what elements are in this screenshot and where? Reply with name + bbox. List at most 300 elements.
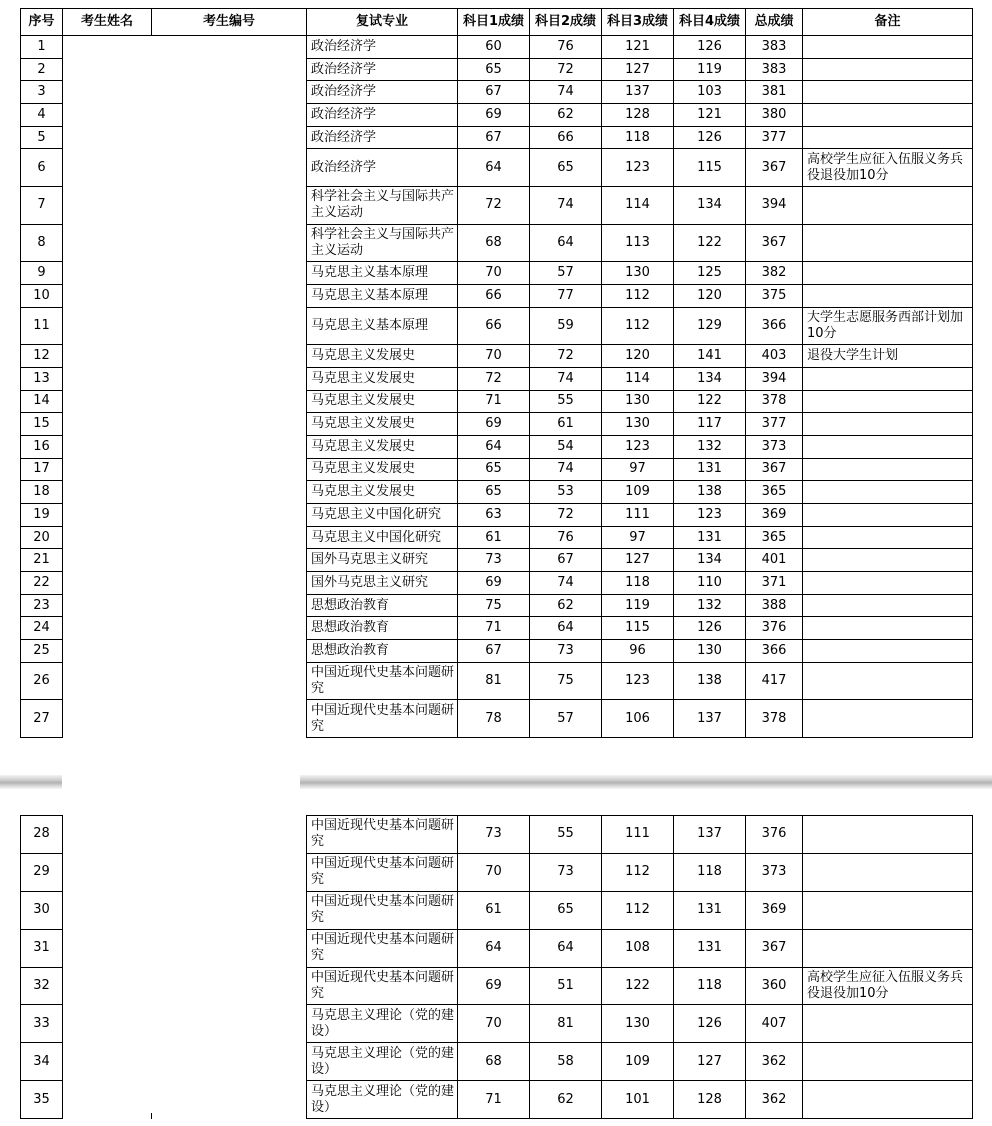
cell-subject1: 68 [458,224,530,262]
cell-subject4: 120 [674,284,746,307]
cell-name [63,104,152,127]
cell-note [803,187,973,225]
cell-name [63,1005,152,1043]
cell-subject4: 134 [674,367,746,390]
table-row [21,36,973,59]
cell-seq: 6 [21,149,63,187]
cell-subject4: 103 [674,81,746,104]
cell-total: 375 [746,284,803,307]
table-row [21,284,973,307]
cell-subject2: 62 [530,594,602,617]
cell-subject3: 123 [602,435,674,458]
cell-subject1: 70 [458,345,530,368]
cell-major: 马克思主义发展史 [307,345,458,368]
cell-exam-id [152,81,307,104]
table-row [21,481,973,504]
cell-name [63,816,152,854]
cell-exam-id [152,413,307,436]
cell-major: 思想政治教育 [307,594,458,617]
cell-seq: 10 [21,284,63,307]
cell-major: 马克思主义发展史 [307,481,458,504]
cell-subject3: 108 [602,929,674,967]
cell-subject3: 122 [602,967,674,1005]
cell-major: 马克思主义发展史 [307,390,458,413]
cell-exam-id [152,224,307,262]
cell-exam-id [152,929,307,967]
cell-name [63,640,152,663]
cell-major: 中国近现代史基本问题研究 [307,891,458,929]
cell-total: 407 [746,1005,803,1043]
cell-exam-id [152,345,307,368]
cell-note [803,1081,973,1119]
cell-subject3: 118 [602,126,674,149]
cell-major: 马克思主义发展史 [307,435,458,458]
cell-subject3: 109 [602,1043,674,1081]
cell-exam-id [152,816,307,854]
cell-name [63,224,152,262]
cell-total: 382 [746,262,803,285]
cell-subject4: 132 [674,594,746,617]
cell-seq: 12 [21,345,63,368]
table-row [21,458,973,481]
cell-name [63,617,152,640]
cell-subject3: 120 [602,345,674,368]
cell-subject1: 72 [458,187,530,225]
cell-name [63,929,152,967]
cell-subject4: 128 [674,1081,746,1119]
cell-major: 国外马克思主义研究 [307,549,458,572]
cell-total: 373 [746,853,803,891]
cell-exam-id [152,367,307,390]
cell-subject3: 137 [602,81,674,104]
cell-note [803,594,973,617]
cell-subject2: 73 [530,640,602,663]
cell-note [803,224,973,262]
cell-note [803,58,973,81]
table-row [21,390,973,413]
cell-seq: 34 [21,1043,63,1081]
cell-note [803,390,973,413]
cell-major: 政治经济学 [307,58,458,81]
table-row [21,594,973,617]
cell-name [63,36,152,59]
cell-subject3: 114 [602,367,674,390]
cell-note [803,504,973,527]
cell-note [803,572,973,595]
table-row [21,345,973,368]
cell-exam-id [152,967,307,1005]
cell-subject4: 122 [674,390,746,413]
cell-subject3: 111 [602,504,674,527]
cell-subject3: 112 [602,284,674,307]
cell-subject4: 132 [674,435,746,458]
cell-subject1: 63 [458,504,530,527]
cell-total: 377 [746,413,803,436]
cell-subject4: 126 [674,36,746,59]
cell-subject2: 65 [530,891,602,929]
cell-exam-id [152,262,307,285]
cell-major: 马克思主义基本原理 [307,262,458,285]
cell-subject2: 62 [530,1081,602,1119]
cell-subject1: 69 [458,572,530,595]
cell-subject2: 72 [530,58,602,81]
table-row [21,187,973,225]
cell-subject2: 81 [530,1005,602,1043]
cell-seq: 25 [21,640,63,663]
cell-seq: 8 [21,224,63,262]
cell-seq: 15 [21,413,63,436]
cell-subject2: 51 [530,967,602,1005]
cell-subject4: 131 [674,526,746,549]
cell-total: 366 [746,307,803,345]
cell-total: 394 [746,367,803,390]
cell-subject1: 73 [458,549,530,572]
cell-total: 366 [746,640,803,663]
cell-major: 马克思主义理论（党的建设） [307,1005,458,1043]
cell-name [63,307,152,345]
cell-subject1: 81 [458,662,530,700]
cell-note [803,1005,973,1043]
header-name: 考生姓名 [63,9,152,36]
cell-seq: 3 [21,81,63,104]
cell-name [63,594,152,617]
cell-total: 369 [746,504,803,527]
cell-note [803,929,973,967]
cell-name [63,481,152,504]
cell-subject2: 72 [530,504,602,527]
table-row [21,504,973,527]
cell-subject3: 118 [602,572,674,595]
cell-subject1: 72 [458,367,530,390]
cell-subject4: 126 [674,617,746,640]
cell-subject2: 74 [530,187,602,225]
cell-seq: 23 [21,594,63,617]
cell-total: 367 [746,149,803,187]
cell-subject1: 70 [458,853,530,891]
header-major: 复试专业 [307,9,458,36]
cell-name [63,662,152,700]
cell-seq: 19 [21,504,63,527]
cell-subject2: 64 [530,929,602,967]
cell-exam-id [152,390,307,413]
cell-total: 371 [746,572,803,595]
cell-subject2: 74 [530,81,602,104]
cell-major: 政治经济学 [307,36,458,59]
cell-exam-id [152,662,307,700]
cell-subject3: 115 [602,617,674,640]
cell-subject2: 58 [530,1043,602,1081]
cell-exam-id [152,1043,307,1081]
cell-seq: 20 [21,526,63,549]
cell-note [803,458,973,481]
cell-major: 马克思主义发展史 [307,413,458,436]
cell-subject1: 69 [458,104,530,127]
cell-subject1: 61 [458,526,530,549]
cell-seq: 24 [21,617,63,640]
cell-total: 376 [746,617,803,640]
cell-name [63,572,152,595]
cell-subject2: 74 [530,458,602,481]
cell-exam-id [152,187,307,225]
cell-major: 中国近现代史基本问题研究 [307,967,458,1005]
cell-subject3: 130 [602,1005,674,1043]
cell-seq: 33 [21,1005,63,1043]
table-row [21,262,973,285]
cell-seq: 35 [21,1081,63,1119]
cell-name [63,284,152,307]
cell-note: 高校学生应征入伍服义务兵役退役加10分 [803,149,973,187]
cell-major: 马克思主义理论（党的建设） [307,1081,458,1119]
table-row [21,929,973,967]
cell-major: 国外马克思主义研究 [307,572,458,595]
cell-total: 367 [746,929,803,967]
cell-major: 政治经济学 [307,81,458,104]
cell-major: 中国近现代史基本问题研究 [307,700,458,738]
table-row [21,572,973,595]
cell-subject2: 77 [530,284,602,307]
cell-total: 380 [746,104,803,127]
cell-exam-id [152,307,307,345]
table-row [21,891,973,929]
cell-subject2: 76 [530,36,602,59]
cell-exam-id [152,594,307,617]
cell-subject3: 130 [602,413,674,436]
header-subject1: 科目1成绩 [458,9,530,36]
cell-name [63,149,152,187]
cell-subject3: 121 [602,36,674,59]
cell-subject4: 118 [674,853,746,891]
cell-seq: 9 [21,262,63,285]
cell-subject3: 97 [602,526,674,549]
cell-subject4: 137 [674,816,746,854]
cell-major: 政治经济学 [307,104,458,127]
cell-total: 394 [746,187,803,225]
cell-major: 马克思主义发展史 [307,367,458,390]
table-row [21,104,973,127]
cell-name [63,891,152,929]
cell-seq: 14 [21,390,63,413]
cell-seq: 4 [21,104,63,127]
cell-name [63,81,152,104]
cell-subject4: 134 [674,549,746,572]
cell-subject4: 121 [674,104,746,127]
cell-note [803,526,973,549]
cell-subject2: 67 [530,549,602,572]
cell-subject3: 96 [602,640,674,663]
cell-name [63,967,152,1005]
cell-subject3: 119 [602,594,674,617]
cell-name [63,1081,152,1119]
header-subject3: 科目3成绩 [602,9,674,36]
cell-total: 365 [746,526,803,549]
cell-seq: 27 [21,700,63,738]
cell-note [803,36,973,59]
cell-subject2: 64 [530,617,602,640]
header-subject2: 科目2成绩 [530,9,602,36]
cell-subject4: 137 [674,700,746,738]
cell-subject2: 59 [530,307,602,345]
table-row [21,816,973,854]
header-subject4: 科目4成绩 [674,9,746,36]
cell-exam-id [152,640,307,663]
cell-exam-id [152,617,307,640]
cell-subject1: 66 [458,284,530,307]
cell-subject4: 141 [674,345,746,368]
table-row [21,1043,973,1081]
cell-seq: 16 [21,435,63,458]
cell-subject1: 71 [458,390,530,413]
cell-note [803,816,973,854]
table-row [21,700,973,738]
cell-exam-id [152,481,307,504]
cell-exam-id [152,526,307,549]
cell-subject1: 71 [458,1081,530,1119]
cell-subject1: 60 [458,36,530,59]
cell-subject3: 109 [602,481,674,504]
cell-subject2: 73 [530,853,602,891]
cell-seq: 11 [21,307,63,345]
table-row [21,58,973,81]
cell-seq: 7 [21,187,63,225]
cell-name [63,526,152,549]
cell-seq: 17 [21,458,63,481]
cell-note: 高校学生应征入伍服义务兵役退役加10分 [803,967,973,1005]
cell-subject1: 70 [458,262,530,285]
cell-exam-id [152,504,307,527]
cell-subject2: 75 [530,662,602,700]
cell-seq: 13 [21,367,63,390]
cell-major: 中国近现代史基本问题研究 [307,853,458,891]
table-row [21,307,973,345]
cell-major: 科学社会主义与国际共产主义运动 [307,187,458,225]
cell-name [63,458,152,481]
table-row [21,617,973,640]
cell-subject2: 74 [530,367,602,390]
cell-subject2: 54 [530,435,602,458]
cell-subject4: 134 [674,187,746,225]
cell-major: 马克思主义基本原理 [307,307,458,345]
cell-note [803,853,973,891]
cell-subject2: 57 [530,700,602,738]
cell-major: 马克思主义理论（党的建设） [307,1043,458,1081]
cell-note [803,1043,973,1081]
cell-total: 417 [746,662,803,700]
cell-subject4: 118 [674,967,746,1005]
cell-subject4: 117 [674,413,746,436]
cell-subject2: 61 [530,413,602,436]
cell-seq: 32 [21,967,63,1005]
cell-subject4: 131 [674,458,746,481]
page-mark [151,1113,152,1119]
cell-subject1: 64 [458,149,530,187]
table-row [21,81,973,104]
cell-subject4: 126 [674,1005,746,1043]
cell-exam-id [152,549,307,572]
cell-major: 思想政治教育 [307,640,458,663]
cell-major: 马克思主义发展史 [307,458,458,481]
cell-total: 378 [746,700,803,738]
cell-exam-id [152,58,307,81]
cell-subject2: 66 [530,126,602,149]
table-row [21,549,973,572]
table-row [21,224,973,262]
cell-subject3: 127 [602,58,674,81]
cell-subject2: 55 [530,816,602,854]
cell-major: 政治经济学 [307,126,458,149]
cell-total: 369 [746,891,803,929]
cell-total: 360 [746,967,803,1005]
cell-name [63,390,152,413]
cell-subject4: 138 [674,481,746,504]
cell-subject1: 69 [458,413,530,436]
cell-name [63,700,152,738]
cell-subject1: 73 [458,816,530,854]
cell-subject2: 64 [530,224,602,262]
cell-subject1: 67 [458,640,530,663]
table-row [21,967,973,1005]
cell-subject3: 130 [602,390,674,413]
cell-subject3: 111 [602,816,674,854]
cell-total: 367 [746,224,803,262]
cell-subject2: 74 [530,572,602,595]
cell-note [803,662,973,700]
table-row [21,1005,973,1043]
cell-name [63,1043,152,1081]
cell-subject1: 70 [458,1005,530,1043]
cell-subject4: 115 [674,149,746,187]
cell-subject1: 71 [458,617,530,640]
cell-subject3: 130 [602,262,674,285]
cell-exam-id [152,284,307,307]
cell-total: 365 [746,481,803,504]
table-row [21,126,973,149]
cell-subject1: 67 [458,81,530,104]
cell-subject3: 97 [602,458,674,481]
cell-subject1: 67 [458,126,530,149]
cell-total: 362 [746,1081,803,1119]
cell-name [63,413,152,436]
scores-table-page2 [20,815,973,1119]
cell-subject3: 101 [602,1081,674,1119]
cell-exam-id [152,104,307,127]
cell-total: 367 [746,458,803,481]
cell-subject3: 127 [602,549,674,572]
cell-seq: 31 [21,929,63,967]
cell-name [63,126,152,149]
cell-subject1: 78 [458,700,530,738]
cell-subject3: 128 [602,104,674,127]
cell-subject4: 123 [674,504,746,527]
cell-subject4: 131 [674,891,746,929]
cell-note [803,435,973,458]
cell-subject3: 112 [602,891,674,929]
cell-note [803,549,973,572]
cell-subject4: 126 [674,126,746,149]
cell-exam-id [152,149,307,187]
cell-subject4: 131 [674,929,746,967]
cell-exam-id [152,572,307,595]
cell-subject3: 113 [602,224,674,262]
cell-name [63,367,152,390]
cell-subject1: 64 [458,435,530,458]
cell-total: 381 [746,81,803,104]
cell-subject4: 122 [674,224,746,262]
cell-total: 383 [746,58,803,81]
table-row [21,1081,973,1119]
cell-subject1: 61 [458,891,530,929]
cell-subject2: 65 [530,149,602,187]
table-row [21,367,973,390]
